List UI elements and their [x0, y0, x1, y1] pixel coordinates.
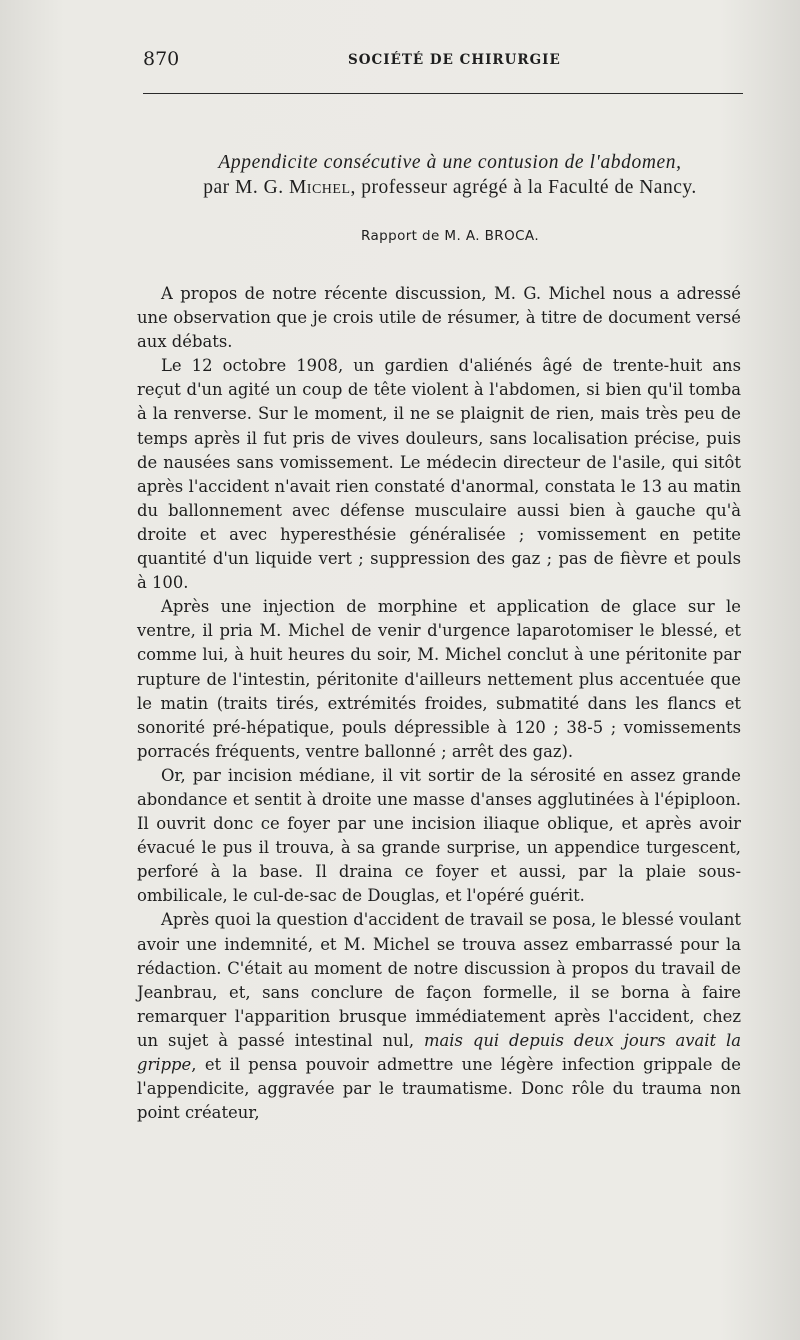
author-line: [140, 175, 760, 200]
body-text: [137, 282, 741, 1125]
article-title: [140, 150, 760, 200]
running-head: [143, 48, 743, 76]
paragraph: Or, par incision médiane, il vit sortir de la sérosité en assez grande abondance et sentit à droite une masse d'anses agglutinées à l'épiploon. Il ouvrit donc ce foyer par une incision iliaque oblique, et après avoir évacué le pus il trouva, à sa grande surprise, un appendice turgescent, perforé à la base. Il draina ce foyer et aussi, par la plaie sous-ombilicale, le cul-de-sac de Douglas, et l'opéré guérit.: [137, 765, 741, 906]
paragraph: Le 12 octobre 1908, un gardien d'aliénés âgé de trente-huit ans reçut d'un agité un coup de tête violent à l'abdomen, si bien qu'il tomba à la renverse. Sur le moment, il ne se plaignit de rien, mais très peu de temps après il fut pris de vives douleurs, sans localisation précise, puis de nausées sans vomissement. Le médecin directeur de l'asile, qui sitôt après l'accident n'avait rien constaté d'anormal, constata le 13 au matin du ballonnement avec défense musculaire aussi bien à gauche qu'à droite et avec hyperesthésie généralisée ; vomissement en petite quantité d'un liquide vert ; suppression des gaz ; pas de fièvre et pouls à 100.: [137, 356, 741, 593]
paragraph: Après une injection de morphine et application de glace sur le ventre, il pria M. Michel de venir d'urgence laparotomiser le blessé, et comme lui, à huit heures du soir, M. Michel conclut à une péritonite par rupture de l'intestin, péritonite d'ailleurs nettement plus accentuée que le matin (traits tirés, extrémités froides, submatité dans les flancs et sonorité pré-hépatique, pouls dépressible à 120 ; 38-5 ; vomissements porracés fréquents, ventre ballonné ; arrêt des gaz).: [137, 597, 741, 761]
page-number: 870: [143, 48, 180, 70]
paragraph-text: , et il pensa pouvoir admettre une légère infection grippale de l'appendicite, aggravée par le traumatisme. Donc rôle du trauma non point créateur,: [137, 1055, 741, 1123]
paragraph-text: Après quoi la question d'accident de travail se posa, le blessé voulant avoir une indemnité, et M. Michel se trouva assez embarrassé pour la rédaction. C'était au moment de notre discussion à propos du travail de Jeanbrau, et, sans conclure de façon formelle, il se borna à faire remarquer l'apparition brusque immédiatement après l'accident, chez un sujet à passé intestinal nul,: [137, 910, 741, 1050]
author-affiliation: , professeur agrégé à la Faculté de Nancy.: [350, 177, 697, 198]
author-name: Michel: [288, 177, 351, 198]
paragraph: A propos de notre récente discussion, M. G. Michel nous a adressé une observation que je crois utile de résumer, à titre de document versé aux débats.: [137, 284, 741, 352]
title-line: Appendicite consécutive à une contusion de l'abdomen,: [218, 152, 682, 173]
header-rule: [143, 93, 743, 94]
paragraph: [137, 908, 741, 1125]
italic-phrase: mais qui depuis deux jours avait la grippe: [137, 1030, 742, 1074]
author-by: par M. G.: [203, 177, 284, 198]
report-line: Rapport de M. A. BROCA.: [360, 228, 540, 244]
journal-title: SOCIÉTÉ DE CHIRURGIE: [348, 52, 561, 68]
